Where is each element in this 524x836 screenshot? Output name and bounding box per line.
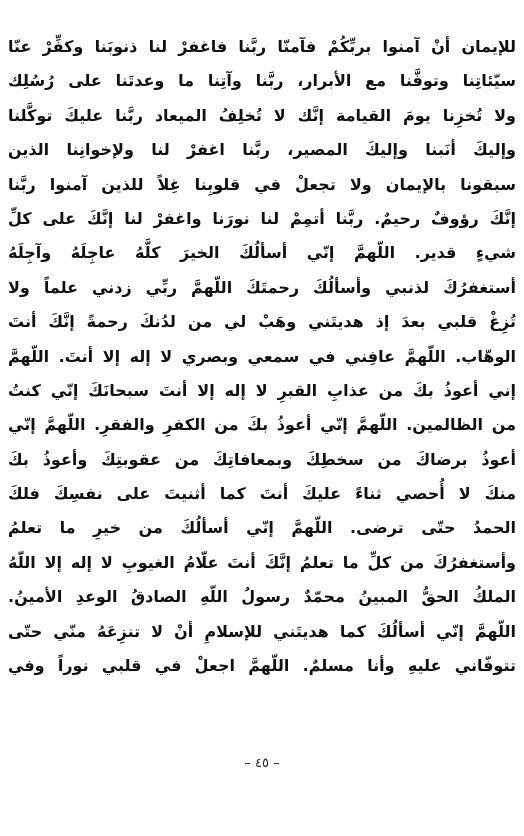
- text-line: الملكُ الحقُّ المبينُ محمّدٌ رسولُ اللّهِ الصادقُ الوعدِ الأمينُ.: [8, 587, 516, 607]
- text-line: سبقونا بالإيمان ولا تجعلْ في قلوبِنا غِلاً للذين آمنوا ربَّنا: [8, 174, 516, 194]
- text-line: ولا تُخزِنا يومَ القيامة إنَّك لا تُخلِفُ الميعاد ربَّنا عليكَ توكَّلنا: [8, 105, 516, 125]
- text-line: أستغفرُكَ لذنبي وأسألُكَ رحمتَكَ اللّهمَّ ربِّي زدني علماً ولا: [8, 277, 516, 297]
- text-line: اللّهمَّ إنّي أسألُكَ كما هديتَني للإسلامِ أنْ لا تنزِعَهُ منّي حتّى: [8, 621, 516, 641]
- text-line: وإليكَ أنَبنا وإليكَ المصير، ربَّنا اغفرْ لنا ولإخوانِنا الذين: [8, 140, 516, 160]
- text-line: تُزِغْ قلبي بعدَ إذ هديتَني وهَبْ لي من لدُنكَ رحمةً إنَّكَ أنتَ: [8, 312, 516, 332]
- text-line: وأستغفرُكَ من كلِّ ما تعلمُ إنَّكَ أنتَ علّامُ الغيوبِ لا إله إلا اللّهُ: [8, 552, 516, 572]
- body-text: [8, 30, 516, 683]
- text-line: إنَّكَ رؤوفٌ رحيمٌ. ربَّنا أتمِمْ لنا نورَنا واغفرْ لنا إنَّكَ على كلِّ: [8, 208, 516, 228]
- text-line: سيّئاتِنا وتوفَّنا مع الأبرار، ربَّنا وآتِنا ما وعدتَنا على رُسُلِك: [8, 71, 516, 91]
- text-line: شيءٍ قدير. اللّهمَّ إنّي أسألُكَ الخيرَ كلَّهُ عاجِلَهُ وآجِلَهُ: [8, 243, 516, 263]
- text-line: منكَ لا أُحصي ثناءً عليكَ أنتَ كما أثنيتَ على نفسِكَ فلكَ: [8, 484, 516, 504]
- text-line: من الظالمين. اللّهمَّ إنّي أعوذُ بكَ من الكفرِ والفقرِ. اللّهمَّ إنّي: [8, 415, 516, 435]
- text-line: الوهّاب. اللّهمَّ عافِني في سمعي وبصري لا إله إلا أنتَ. اللّهمَّ: [8, 346, 516, 366]
- text-line: تتوفّاني عليهِ وأنا مسلمٌ. اللّهمَّ اجعلْ في قلبي نوراً وفي: [8, 656, 516, 676]
- text-line: إني أعوذُ بكَ من عذابِ القبرِ لا إله إلا أنتَ سبحانَكَ إنّي كنتُ: [8, 380, 516, 400]
- text-line: للإيمان أنْ آمنوا بربِّكُمْ فآمنّا ربَّنا فاغفرْ لنا ذنوبَنا وكفِّرْ عنّا: [8, 37, 516, 56]
- text-line: أعوذُ برضاكَ من سخطِكَ وبمعافاتِكَ من عقوبتِكَ وأعوذُ بكَ: [8, 449, 516, 469]
- text-line: الحمدُ حتّى ترضى. اللّهمَّ إنّي أسألُكَ من خيرِ ما تعلمُ: [8, 518, 516, 538]
- page-number: – ٤٥ –: [244, 756, 280, 771]
